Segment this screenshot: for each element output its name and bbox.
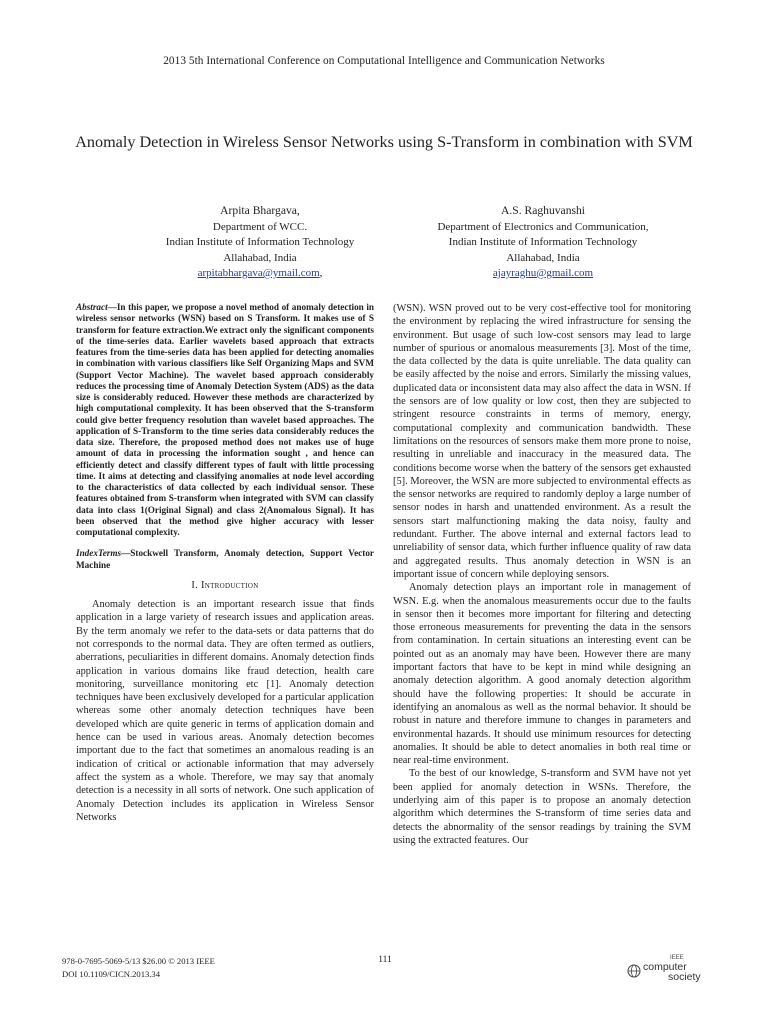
author-location: Allahabad, India — [223, 251, 297, 264]
author-block-2 — [378, 203, 708, 281]
right-column — [393, 302, 691, 847]
intro-paragraph-2: Anomaly detection plays an important role in management of WSN. E.g. when the anomalous measurements occur due to the faults in sensor then it becomes more important for filtering and detecting those erroneous measurements for preventing the data in the sensors from contamination. In certain situations an interesting event can be pointed out as an anomaly may have been. However there are many important factors that have to be kept in mind while designing an anomaly detection algorithm. A good anomaly detection algorithm should have the following properties: It should be accurate in identifying an anomalous as well as the normal behavior. It should be robust in nature and therefore immune to changes in parameters and environmental hazards. It should use minimum resources for detecting anomalies. It should be able to detect anomalies in both real time or near real-time environment. — [393, 582, 691, 767]
author-email-link[interactable]: ajayraghu@gmail.com — [492, 266, 594, 279]
isbn-line: 978-0-7695-5069-5/13 $26.00 © 2013 IEEE — [62, 956, 215, 966]
conference-header: 2013 5th International Conference on Computational Intelligence and Communication Networks — [163, 55, 605, 67]
footer-copyright — [62, 955, 215, 981]
section-heading: I. Introduction — [191, 579, 259, 591]
index-terms — [76, 548, 374, 571]
author-department: Department of Electronics and Communication, — [437, 221, 649, 234]
author-name: A.S. Raghuvanshi — [500, 204, 586, 217]
abstract-label: Abstract — [76, 302, 108, 312]
author-email-link[interactable]: arpitabhargava@ymail.com — [197, 266, 320, 279]
author-name: Arpita Bhargava, — [220, 204, 300, 217]
index-terms-label: IndexTerms — [76, 548, 122, 559]
email-suffix: , — [319, 266, 323, 279]
left-column — [76, 302, 374, 824]
ieee-computer-society-logo — [626, 951, 706, 985]
author-institute: Indian Institute of Information Technology — [165, 236, 355, 249]
doi-line: DOI 10.1109/CICN.2013.34 — [62, 969, 161, 979]
paper-title: Anomaly Detection in Wireless Sensor Networks using S-Transform in combination with SVM — [75, 133, 693, 151]
logo-text-computer: computer — [643, 961, 687, 973]
abstract-text: —In this paper, we propose a novel method of anomaly detection in wireless sensor networks (WSN) based on S Transform. It makes use of S transform for feature extraction.We extract only the significant components of the time-series data. Earlier wavelets based approach that extracts features from the time-series data has been applied for detecting anomalies in combination with various classifiers like Self Organizing Maps and SVM (Support Vector Machine). The wavelet based approach considerably reduces the processing time of Anomaly Detection System (ADS) as the data size is considerably reduced. However these methods are characterized by high computational complexity. It has been observed that the S-transform could give better frequency resolution than wavelet based approaches. The application of S-Transform to the time series data considerably reduces the data size. Therefore, the proposed method does not makes use of huge amount of data in processing the information sought , and hence can efficiently detect and classify different types of fault with little processing time. It aims at detecting and classifying anomalies at node level according to the characteristics of data collected by each individual sensor. These features obtained from S-transform when integrated with SVM can classify data into class 1(Original Signal) and class 2(Anomalous Signal). It has been observed that the method give higher accuracy with lesser computational complexity. — [76, 302, 374, 537]
author-block-1 — [95, 203, 425, 281]
logo-text-ieee: IEEE — [670, 955, 684, 961]
index-terms-text: —Stockwell Transform, Anomaly detection, Support Vector Machine — [76, 548, 374, 570]
author-department: Department of WCC. — [212, 221, 308, 234]
author-location: Allahabad, India — [506, 251, 580, 264]
intro-paragraph-1: Anomaly detection is an important research issue that finds application in a large variety of research issues and application areas. By the term anomaly we refer to the data-sets or data patterns that do not corresponds to the normal data. They are often termed as outliers, aberrations, peculiarities in different domains. Anomaly detection finds application in various domains like fraud detection, health care monitoring, surveillance monitoring etc [1]. Anomaly detection techniques have been exclusively developed for a particular application whereas some other anomaly detection techniques have been developed which are quite generic in terms of application domain and hence can be used in various areas. Anomaly detection becomes important due to the fact that sometimes an anomalous reading is an indication of critical or actionable information that may adversely affect the system as a whole. Therefore, we may say that anomaly detection is a necessity in all sorts of network. One such application of Anomaly Detection includes its application in Wireless Sensor Networks — [76, 599, 374, 823]
page-number: 111 — [378, 955, 392, 965]
logo-text-society: society — [668, 971, 701, 983]
abstract — [76, 302, 374, 538]
author-institute: Indian Institute of Information Technology — [448, 236, 638, 249]
intro-paragraph-3: To the best of our knowledge, S-transform and SVM have not yet been applied for anomaly detection in WSNs. Therefore, the underlying aim of this paper is to propose an anomaly detection algorithm which determines the S-transform of time series data and detects the abnormality of the sensor readings by training the SVM using the extracted features. Our — [393, 768, 691, 846]
intro-paragraph-1-continued: (WSN). WSN proved out to be very cost-effective tool for monitoring the environment by replacing the wired infrastructure for sensing the environment. But usage of such low-cost sensors may lead to large number of spurious or anomalous measurements [3]. Most of the time, the data collected by the data is quite unreliable. The data quality can be easily affected by the noise and errors. Similarly the missing values, duplicated data or inconsistent data may also affect the data in WSN. If the sensors are of low quality or low cost, then they are subjected to stringent resource constraints in terms of memory, energy, computational complexity and communication bandwidth. These limitations on the resources of sensors make them more prone to noise, resulting in unreliable and inaccuracy in the measured data. The conditions become worse when the battery of the sensors get exhausted [5]. Moreover, the WSN are more subjected to environmental effects as the sensor networks are required to randomly deploy a large number of sensor nodes in harsh and unattended environment. As a result the sensors start malfunctioning making the data noisy, faulty and redundant. Further. The above internal and external factors lead to unreliability of sensor data, which further influence quality of raw data and aggregated results. Thus anomaly detection in WSN is an important issue of concern while deploying sensors. — [393, 303, 691, 580]
